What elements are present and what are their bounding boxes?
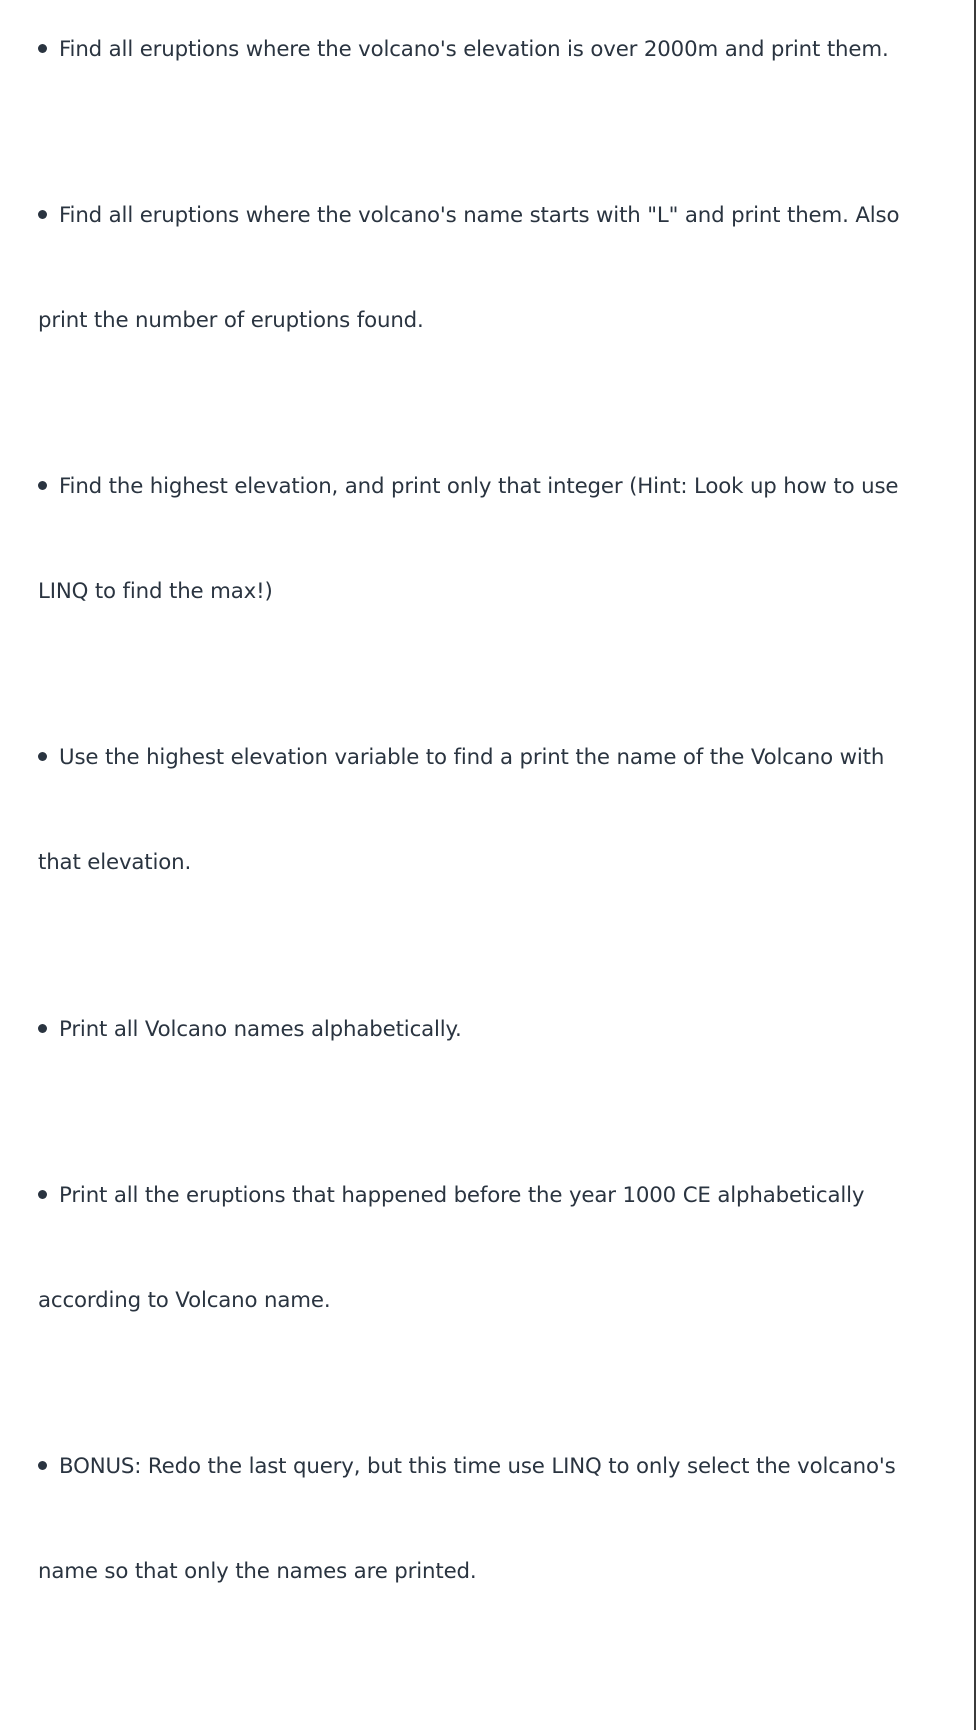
list-item-continuation xyxy=(38,848,938,878)
bullet-icon xyxy=(38,44,47,53)
list-item-text: Print all Volcano names alphabetically. xyxy=(59,1017,462,1042)
list-item-text: Find all eruptions where the volcano's name starts with "L" and print them. Also xyxy=(59,203,900,228)
list-item-continuation xyxy=(38,306,938,336)
bullet-icon xyxy=(38,1461,47,1470)
list-item xyxy=(38,35,938,65)
list-item-text-continued: name so that only the names are printed. xyxy=(38,1559,477,1584)
bullet-icon xyxy=(38,1190,47,1199)
list-item-continuation xyxy=(38,577,938,607)
list-item xyxy=(38,1015,938,1045)
list-item xyxy=(38,201,938,231)
bullet-icon xyxy=(38,481,47,490)
list-item-text-continued: that elevation. xyxy=(38,850,192,875)
list-item xyxy=(38,472,938,502)
list-item-text-continued: according to Volcano name. xyxy=(38,1288,331,1313)
list-item xyxy=(38,1181,938,1211)
list-item xyxy=(38,743,938,773)
list-item-text: BONUS: Redo the last query, but this time use LINQ to only select the volcano's xyxy=(59,1454,896,1479)
list-item-text: Use the highest elevation variable to find a print the name of the Volcano with xyxy=(59,745,885,770)
list-item-text-continued: print the number of eruptions found. xyxy=(38,308,424,333)
bullet-icon xyxy=(38,752,47,761)
list-item-text-continued: LINQ to find the max!) xyxy=(38,579,273,604)
list-item-continuation xyxy=(38,1557,938,1587)
bullet-icon xyxy=(38,210,47,219)
list-item-continuation xyxy=(38,1286,938,1316)
list-item-text: Find all eruptions where the volcano's elevation is over 2000m and print them. xyxy=(59,37,889,62)
list-item-text: Print all the eruptions that happened before the year 1000 CE alphabetically xyxy=(59,1183,865,1208)
list-item-text: Find the highest elevation, and print only that integer (Hint: Look up how to use xyxy=(59,474,899,499)
list-item xyxy=(38,1452,938,1482)
bullet-icon xyxy=(38,1024,47,1033)
